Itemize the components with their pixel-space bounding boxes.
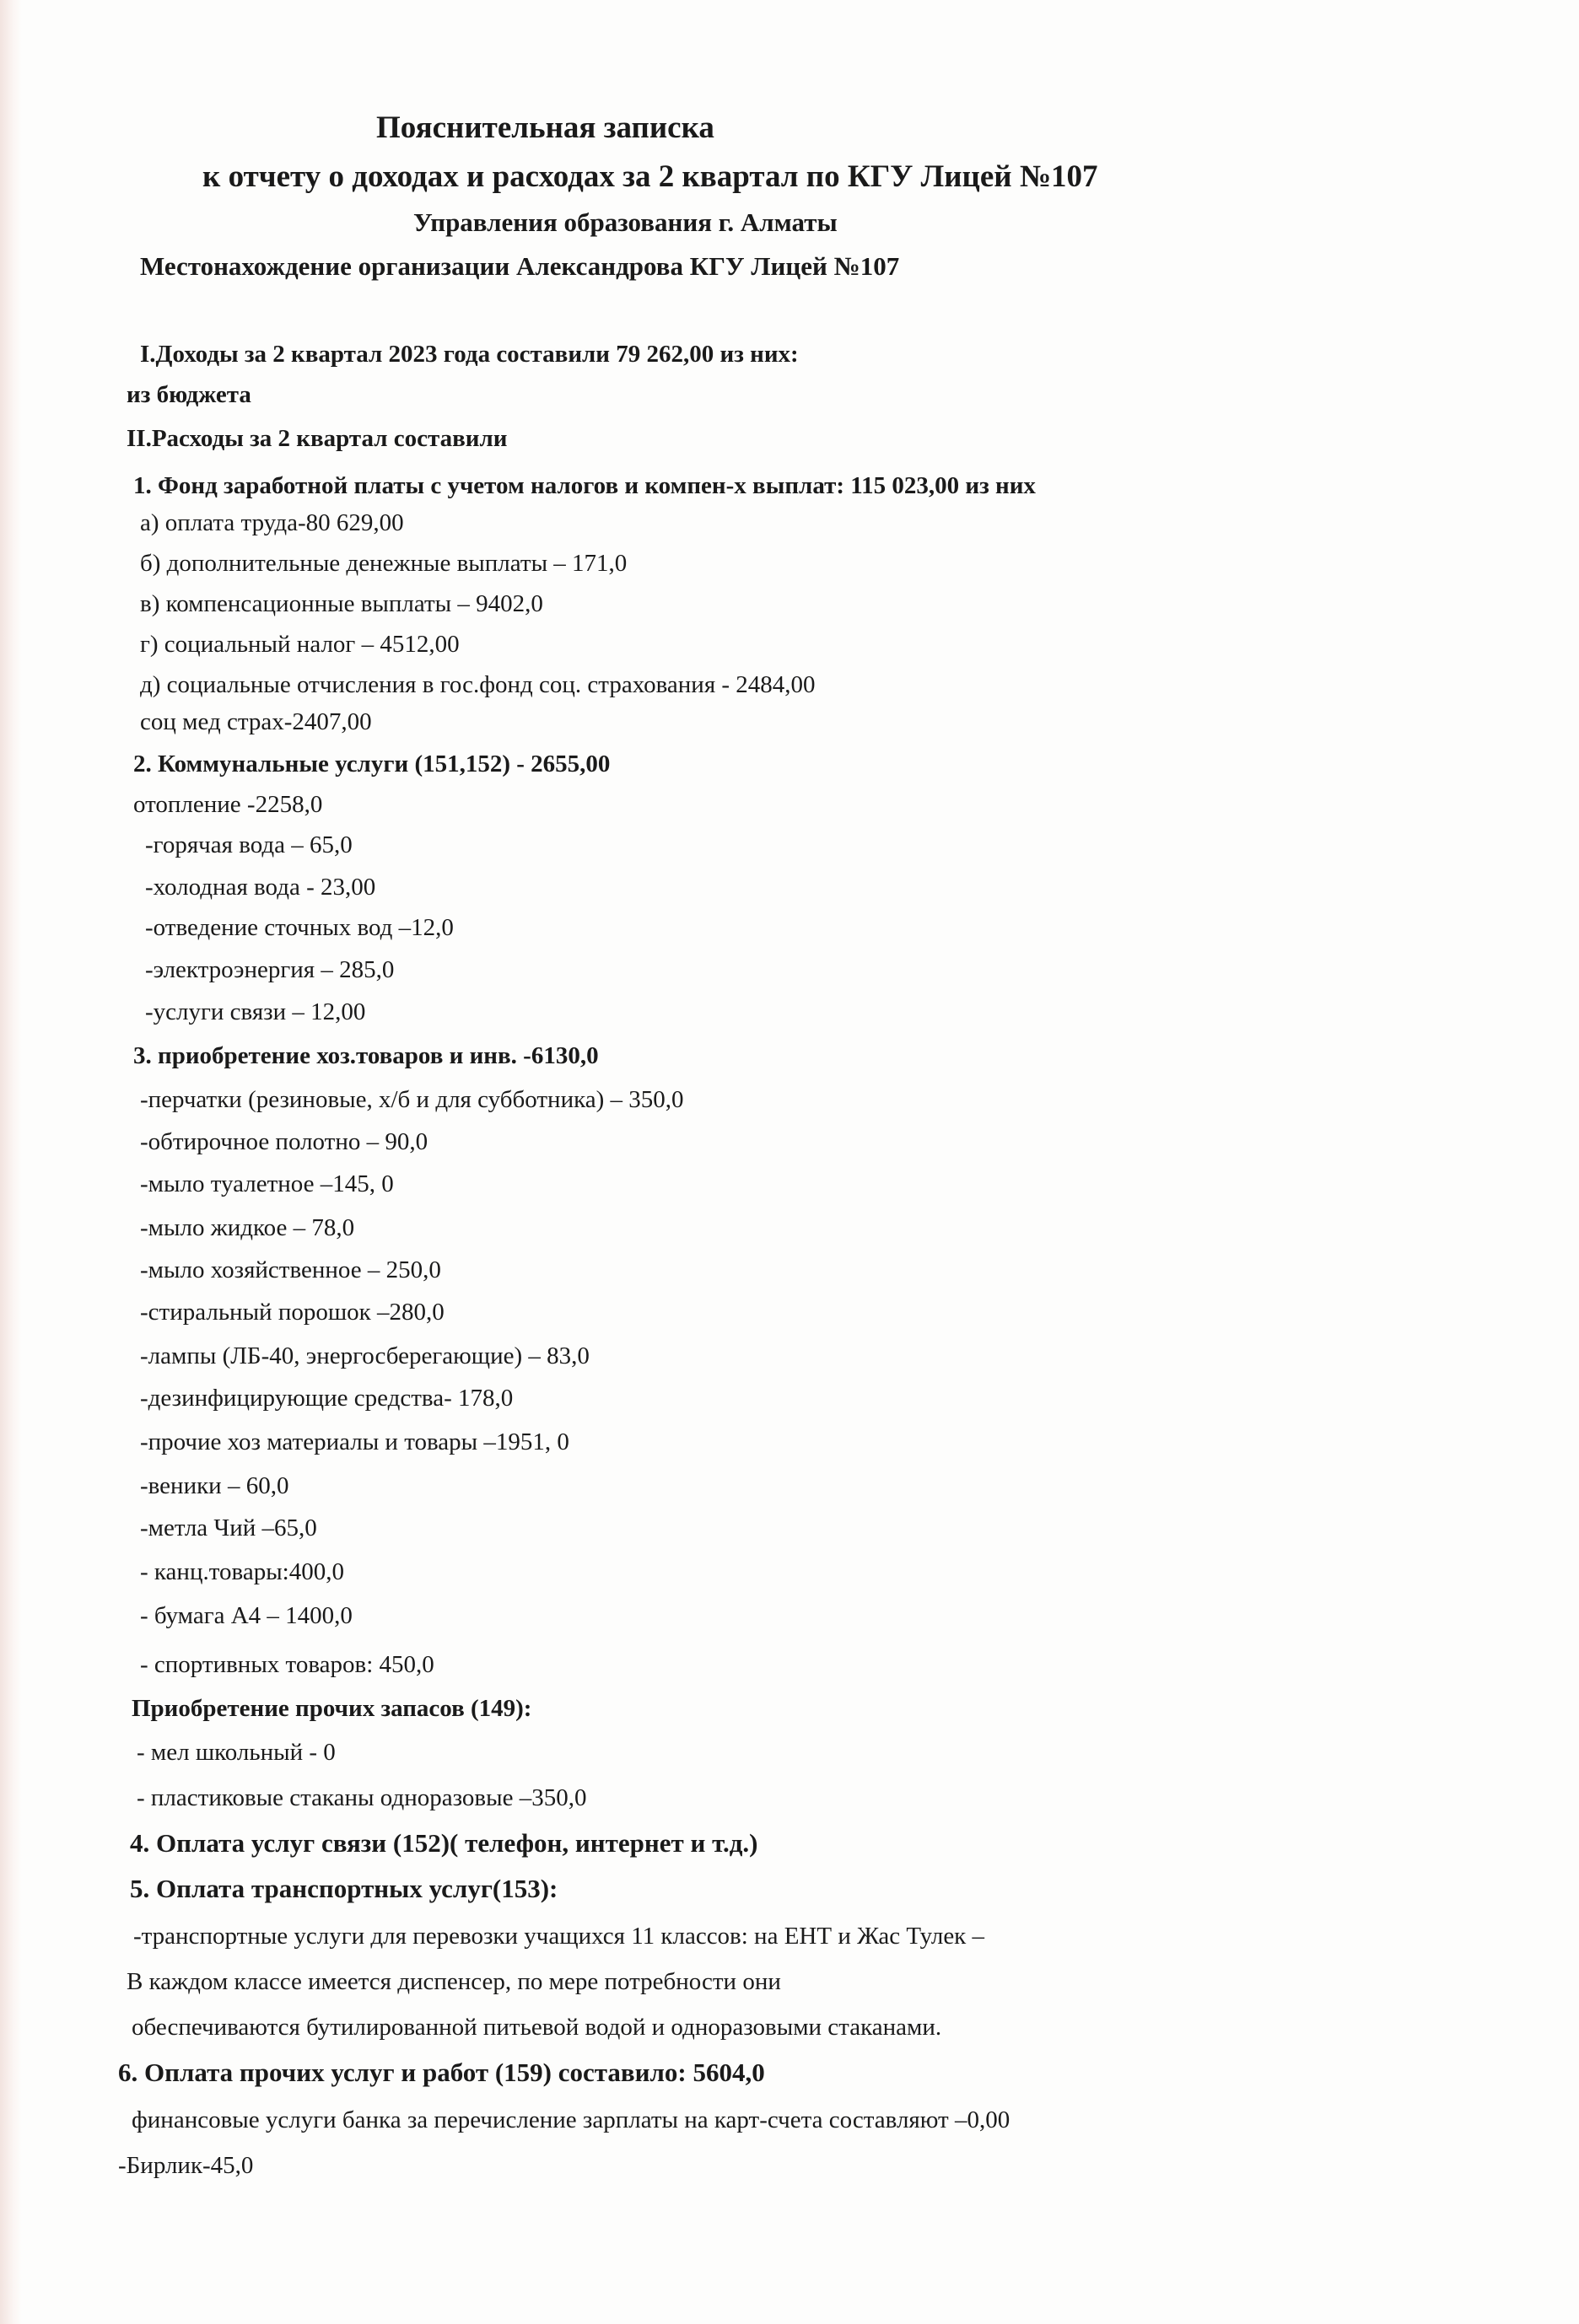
section-3-item: - бумага А4 – 1400,0 [140,1602,353,1629]
section-3-item: -перчатки (резиновые, х/б и для субботника) – 350,0 [140,1086,684,1113]
section-3-item: -веники – 60,0 [140,1472,289,1499]
section-2-title: 2. Коммунальные услуги (151,152) - 2655,00 [133,750,611,777]
section-6-line: -Бирлик-45,0 [118,2152,254,2179]
other-stock-title: Приобретение прочих запасов (149): [132,1695,532,1722]
section-1-item: б) дополнительные денежные выплаты – 171,0 [140,550,628,577]
section-3-item: -мыло туалетное –145, 0 [140,1170,394,1197]
section-1-item: в) компенсационные выплаты – 9402,0 [140,590,543,617]
section-1-title: 1. Фонд заработной платы с учетом налогов и компен-х выплат: 115 023,00 из них [133,472,1036,499]
section-5-line: В каждом классе имеется диспенсер, по мере потребности они [127,1968,781,1995]
section-5-title: 5. Оплата транспортных услуг(153): [130,1874,558,1903]
other-stock-item: - мел школьный - 0 [137,1739,336,1766]
section-1-item: г) социальный налог – 4512,00 [140,631,460,658]
scan-edge [0,0,22,2324]
section-2-item: -отведение сточных вод –12,0 [145,914,454,941]
expenses-title: II.Расходы за 2 квартал составили [127,425,508,452]
section-3-item: - канц.товары:400,0 [140,1558,344,1585]
section-3-item: -метла Чий –65,0 [140,1514,317,1541]
section-6-line: финансовые услуги банка за перечисление зарплаты на карт-счета составляют –0,00 [132,2106,1010,2133]
section-1-item: д) социальные отчисления в гос.фонд соц. страхования - 2484,00 [140,671,816,698]
section-3-item: -обтирочное полотно – 90,0 [140,1128,428,1155]
section-1-item: соц мед страх-2407,00 [140,708,372,735]
document-subtitle: к отчету о доходах и расходах за 2 квартал по КГУ Лицей №107 [202,159,1098,194]
section-1-item: а) оплата труда-80 629,00 [140,509,404,536]
section-3-title: 3. приобретение хоз.товаров и инв. -6130,0 [133,1042,599,1069]
section-5-line: -транспортные услуги для перевозки учащихся 11 классов: на ЕНТ и Жас Тулек – [133,1923,985,1950]
income-source-line: из бюджета [127,381,251,408]
section-3-item: -прочие хоз материалы и товары –1951, 0 [140,1428,569,1455]
other-stock-item: - пластиковые стаканы одноразовые –350,0 [137,1784,587,1811]
section-3-item: -дезинфицирующие средства- 178,0 [140,1385,514,1412]
section-2-item: -электроэнергия – 285,0 [145,956,395,983]
section-2-item: отопление -2258,0 [133,791,323,818]
department-line: Управления образования г. Алматы [413,207,838,237]
section-2-item: -горячая вода – 65,0 [145,831,353,858]
section-2-item: -услуги связи – 12,00 [145,998,366,1025]
section-5-line: обеспечиваются бутилированной питьевой водой и одноразовыми стаканами. [132,2014,942,2041]
section-4-title: 4. Оплата услуг связи (152)( телефон, интернет и т.д.) [130,1828,758,1858]
section-3-item: - спортивных товаров: 450,0 [140,1651,434,1678]
section-3-item: -лампы (ЛБ-40, энергосберегающие) – 83,0 [140,1342,590,1369]
location-line: Местонахождение организации Александрова КГУ Лицей №107 [140,251,900,281]
income-line: I.Доходы за 2 квартал 2023 года составили 79 262,00 из них: [140,341,799,368]
section-3-item: -стиральный порошок –280,0 [140,1299,445,1326]
section-3-item: -мыло хозяйственное – 250,0 [140,1256,441,1283]
section-3-item: -мыло жидкое – 78,0 [140,1214,355,1241]
section-2-item: -холодная вода - 23,00 [145,874,376,901]
section-6-title: 6. Оплата прочих услуг и работ (159) составило: 5604,0 [118,2058,765,2087]
document-title: Пояснительная записка [376,110,714,145]
